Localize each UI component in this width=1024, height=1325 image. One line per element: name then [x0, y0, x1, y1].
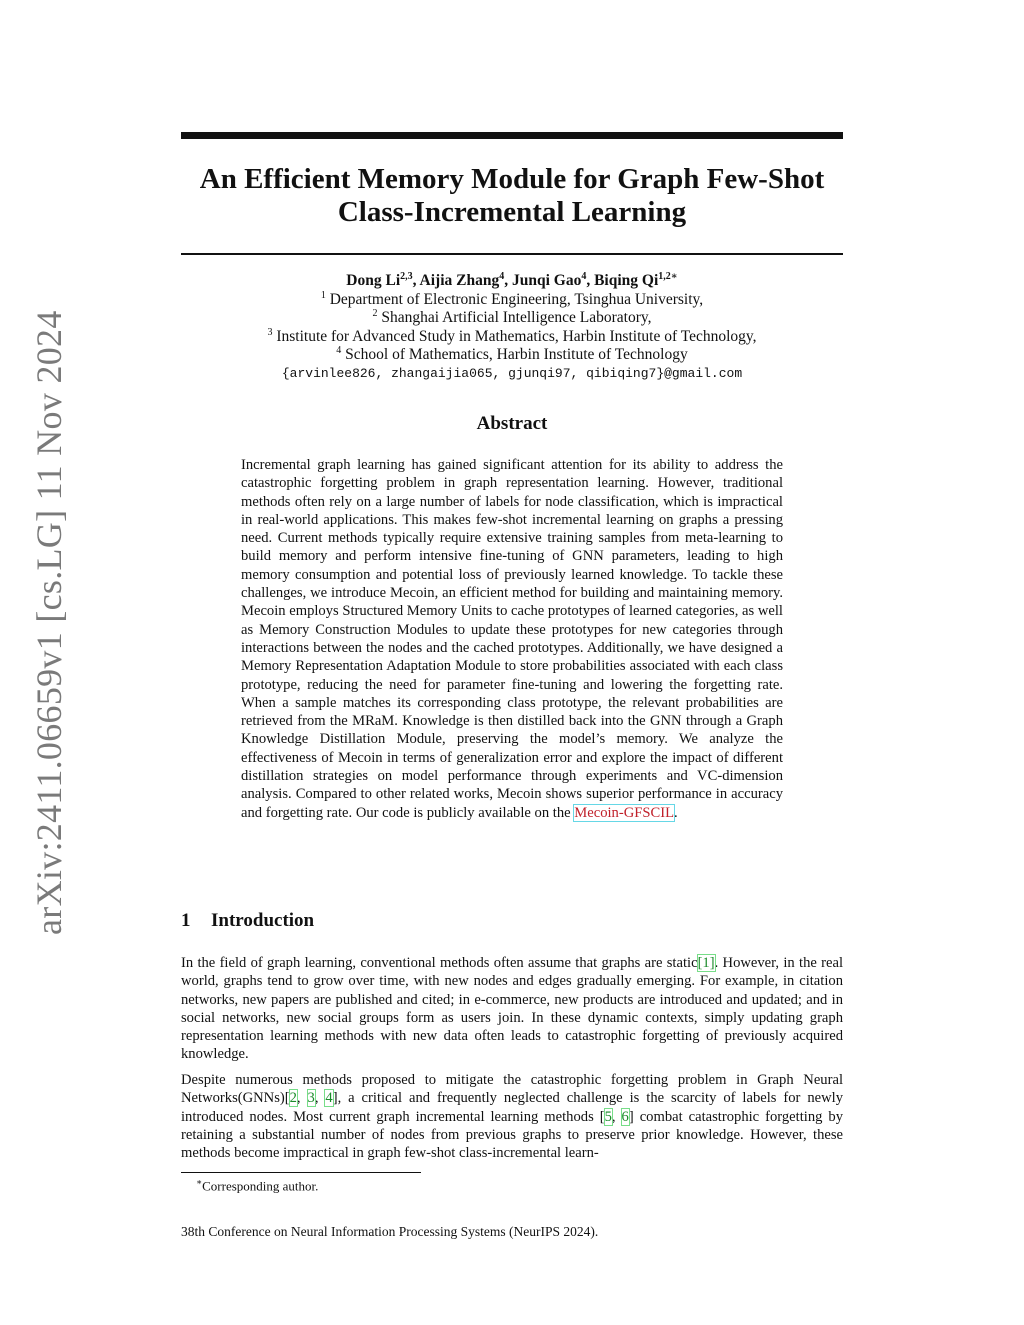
affiliation-3-text: Institute for Advanced Study in Mathematics, Harbin Institute of Technology, [276, 327, 757, 345]
para1-text-b: . However, in the real world, graphs tend to grow over time, with new nodes and edges gradually emerging. For example, in citation networks, new papers are published and cited; in e-commerce, new products are introduced and updated; and in social networks, new social groups form as users join. In these dynamic contexts, simply updating graph representation learning methods with new data often leads to catastrophic forgetting of previously acquired knowledge. [181, 955, 844, 1063]
affiliation-2 [181, 309, 843, 328]
intro-paragraph-1 [181, 954, 843, 1064]
author-3: Junqi Gao [511, 272, 582, 289]
code-link[interactable]: Mecoin-GFSCIL [574, 804, 674, 821]
affiliation-4-text: School of Mathematics, Harbin Institute of Technology [345, 346, 688, 363]
author-block [181, 272, 843, 383]
affiliation-1-text: Department of Electronic Engineering, Tsinghua University, [329, 290, 704, 308]
affiliation-2-mark: 2 [372, 307, 378, 319]
citation-2[interactable]: 2 [289, 1090, 297, 1107]
author-1: Dong Li [346, 272, 401, 289]
citation-5[interactable]: 5 [604, 1108, 612, 1125]
abstract-body: Incremental graph learning has gained significant attention for its ability to address the catastrophic forgetting problem in graph representation learning. However, traditional methods often rely on a large number of labels for node classification, which is impractical in real-world applications. This makes few-shot incremental learning on graphs a pressing need. Current methods typically require extensive training samples from meta-learning to build memory and perform intensive fine-tuning of GNN parameters, leading to high memory consumption and potential loss of previously learned knowledge. To tackle these challenges, we introduce Mecoin, an efficient method for building and maintaining memory. Mecoin employs Structured Memory Units to cache prototypes of learned categories, as well as Memory Construction Modules to update these prototypes for new categories through interactions between the nodes and the cached prototypes. Additionally, we have designed a Memory Representation Adaptation Module to store probabilities associated with each class prototype, reducing the need for parameter fine-tuning and lowering the forgetting rate. When a sample matches its corresponding class prototype, the relevant probabilities are retrieved from the MRaM. Knowledge is then distilled back into the GNN through a Graph Knowledge Distillation Module, preserving the model’s memory. We analyze the effectiveness of Mecoin in terms of generalization error and explore the impact of different distillation strategies on model performance through experiments and VC-dimension analysis. Compared to other related works, Mecoin shows superior performance in accuracy and forgetting rate. Our code is publicly available on the Mecoin-GFSCIL. [241, 457, 783, 821]
affiliation-4 [181, 346, 843, 365]
arxiv-stamp: arXiv:2411.06659v1 [cs.LG] 11 Nov 2024 [29, 310, 69, 935]
author-4: Biqing Qi [594, 272, 659, 289]
title-top-rule [181, 132, 843, 139]
affiliation-1 [181, 291, 843, 310]
footnote-rule [181, 1172, 421, 1173]
abstract-text: Incremental graph learning has gained significant attention for its ability to address the catastrophic forgetting problem in graph representation learning. However, traditional methods often rely on a large number of labels for node classification, which is impractical in real-world applications. This makes few-shot incremental learning on graphs a pressing need. Current methods typically require extensive training samples from meta-learning to build memory and perform intensive fine-tuning of GNN parameters, leading to high memory consumption and potential loss of previously learned knowledge. To tackle these challenges, we introduce Mecoin, an efficient method for building and maintaining memory. Mecoin employs Structured Memory Units to cache prototypes of learned categories, as well as Memory Construction Modules to update these prototypes for new categories through interactions between the nodes and the cached prototypes. Additionally, we have designed a Memory Representation Adaptation Module to store probabilities associated with each class prototype, reducing the need for parameter fine-tuning and lowering the forgetting rate. When a sample matches its corresponding class prototype, the relevant probabilities are retrieved from the MRaM. Knowledge is then distilled back into the GNN through a Graph Knowledge Distillation Module, preserving the model’s memory. We analyze the effectiveness of Mecoin in terms of generalization error and explore the impact of different distillation strategies on model performance through experiments and VC-dimension analysis. Compared to other related works, Mecoin shows superior performance in accuracy and forgetting rate. Our code is publicly available on the [241, 457, 783, 821]
section-title: Introduction [211, 910, 315, 931]
para2-text-b: ], a critical and frequently neglected challenge is the scarcity of labels for newly introduced nodes. Most current graph incremental learning methods [ [181, 1090, 844, 1125]
footnote-text: Corresponding author. [202, 1178, 319, 1194]
citation-1[interactable]: [1] [697, 955, 715, 971]
author-2: Aijia Zhang [419, 272, 500, 289]
intro-paragraph-2: Despite numerous methods proposed to mitigate the catastrophic forgetting problem in Graph Neural Networks(GNNs)[2, 3, 4], a critical and frequently neglected challenge is the scarcity of labels for newly introduced nodes. Most current graph incremental learning methods [5, 6] combat catastrophic forgetting by retaining a substantial number of nodes from previous graphs to preserve prior knowledge. However, these methods become impractical in graph few-shot class-incremental learn- [181, 1072, 844, 1162]
title-line-2: Class-Incremental Learning [337, 196, 687, 228]
affiliation-4-mark: 4 [336, 344, 342, 356]
author-emails: {arvinlee826, zhangaijia065, gjunqi97, qibiqing7}@gmail.com [281, 365, 743, 381]
citation-4[interactable]: 4 [325, 1090, 333, 1107]
affiliation-3-mark: 3 [267, 326, 273, 338]
affiliation-2-text: Shanghai Artificial Intelligence Laboratory, [381, 309, 652, 326]
paper-title [181, 163, 843, 229]
section-heading-introduction [181, 910, 314, 932]
citation-3[interactable]: 3 [307, 1090, 315, 1107]
title-line-1: An Efficient Memory Module for Graph Few-Shot [199, 163, 825, 195]
author-3-affil: 4 [581, 270, 587, 282]
affiliation-3 [181, 328, 843, 347]
para2-text-c: ] combat catastrophic forgetting by retaining a substantial number of nodes from previous graphs to preserve prior knowledge. However, these methods become impractical in graph few-shot class-incremental learn- [181, 1108, 844, 1162]
title-bottom-rule [181, 253, 843, 255]
footnote [196, 1177, 318, 1194]
author-names: Dong Li$^{2,3}$, Aijia Zhang$^4$, Junqi Gao$^4$, Biqing $Qi^{1,2∗}$ [346, 270, 678, 289]
author-4-affil: 1,2∗ [658, 270, 678, 282]
para2-text-a: Despite numerous methods proposed to mitigate the catastrophic forgetting problem in Graph Neural Networks(GNNs)[ [181, 1072, 843, 1107]
section-number: 1 [181, 910, 191, 931]
affiliation-1-mark: 1 [320, 289, 326, 301]
venue-note: 38th Conference on Neural Information Processing Systems (NeurIPS 2024). [181, 1224, 599, 1239]
abstract-heading: Abstract [476, 413, 548, 434]
para1-text-a: In the field of graph learning, conventional methods often assume that graphs are static [181, 955, 698, 971]
footnote-mark: ∗ [196, 1177, 203, 1187]
author-2-affil: 4 [499, 270, 505, 282]
citation-6[interactable]: 6 [621, 1108, 629, 1125]
author-1-affil: 2,3 [400, 270, 413, 282]
